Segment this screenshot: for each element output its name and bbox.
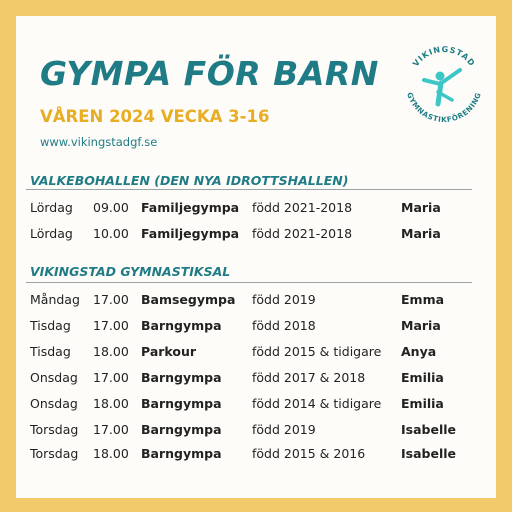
row-class: Familjegympa (141, 200, 240, 215)
table-row (30, 318, 470, 338)
row-time: 17.00 (93, 422, 129, 437)
table-row (30, 446, 470, 466)
row-day: Tisdag (30, 318, 71, 333)
table-row (30, 396, 470, 416)
row-leader: Emilia (401, 370, 444, 385)
row-day: Onsdag (30, 396, 78, 411)
row-class: Barngympa (141, 422, 222, 437)
row-born: född 2015 & 2016 (252, 446, 366, 461)
row-time: 17.00 (93, 292, 129, 307)
row-class: Barngympa (141, 446, 222, 461)
table-row (30, 422, 470, 442)
table-row (30, 292, 470, 312)
logo-text-bottom: GYMNASTIKFÖRENING (405, 91, 483, 125)
row-leader: Maria (401, 226, 441, 241)
row-born: född 2021-2018 (252, 226, 353, 241)
section-title-valkebohallen: VALKEBOHALLEN (DEN NYA IDROTTSHALLEN) (30, 173, 349, 188)
table-row (30, 344, 470, 364)
row-born: född 2021-2018 (252, 200, 353, 215)
row-time: 18.00 (93, 396, 129, 411)
row-born: född 2014 & tidigare (252, 396, 382, 411)
row-leader: Isabelle (401, 422, 456, 437)
row-leader: Maria (401, 200, 441, 215)
poster-title: GYMPA FÖR BARN (40, 54, 379, 93)
row-class: Barngympa (141, 370, 222, 385)
club-logo (394, 34, 494, 134)
row-day: Tisdag (30, 344, 71, 359)
row-class: Parkour (141, 344, 197, 359)
logo-text-top: VIKINGSTAD (411, 44, 477, 69)
gymnast-icon (424, 70, 460, 104)
row-time: 10.00 (93, 226, 129, 241)
row-time: 09.00 (93, 200, 129, 215)
row-born: född 2015 & tidigare (252, 344, 382, 359)
row-day: Onsdag (30, 370, 78, 385)
row-born: född 2019 (252, 292, 316, 307)
row-day: Torsdag (30, 422, 79, 437)
section-divider (26, 282, 472, 283)
row-day: Lördag (30, 226, 73, 241)
section-divider (26, 189, 472, 190)
row-day: Lördag (30, 200, 73, 215)
table-row (30, 200, 470, 220)
row-class: Barngympa (141, 318, 222, 333)
row-time: 17.00 (93, 370, 129, 385)
table-row (30, 370, 470, 390)
row-class: Barngympa (141, 396, 222, 411)
row-born: född 2018 (252, 318, 316, 333)
row-time: 17.00 (93, 318, 129, 333)
row-time: 18.00 (93, 344, 129, 359)
row-leader: Emma (401, 292, 445, 307)
row-class: Bamsegympa (141, 292, 236, 307)
row-born: född 2019 (252, 422, 316, 437)
section-title-gymnastiksal: VIKINGSTAD GYMNASTIKSAL (30, 264, 231, 279)
row-day: Torsdag (30, 446, 79, 461)
row-leader: Isabelle (401, 446, 456, 461)
row-leader: Anya (401, 344, 437, 359)
row-time: 18.00 (93, 446, 129, 461)
row-leader: Maria (401, 318, 441, 333)
row-leader: Emilia (401, 396, 444, 411)
svg-text:VIKINGSTAD (411, 45, 477, 68)
table-row (30, 226, 470, 246)
row-day: Måndag (30, 292, 80, 307)
row-born: född 2017 & 2018 (252, 370, 366, 385)
poster-subtitle: VÅREN 2024 VECKA 3-16 (40, 107, 270, 126)
row-class: Familjegympa (141, 226, 240, 241)
website-link[interactable]: www.vikingstadgf.se (40, 135, 158, 149)
